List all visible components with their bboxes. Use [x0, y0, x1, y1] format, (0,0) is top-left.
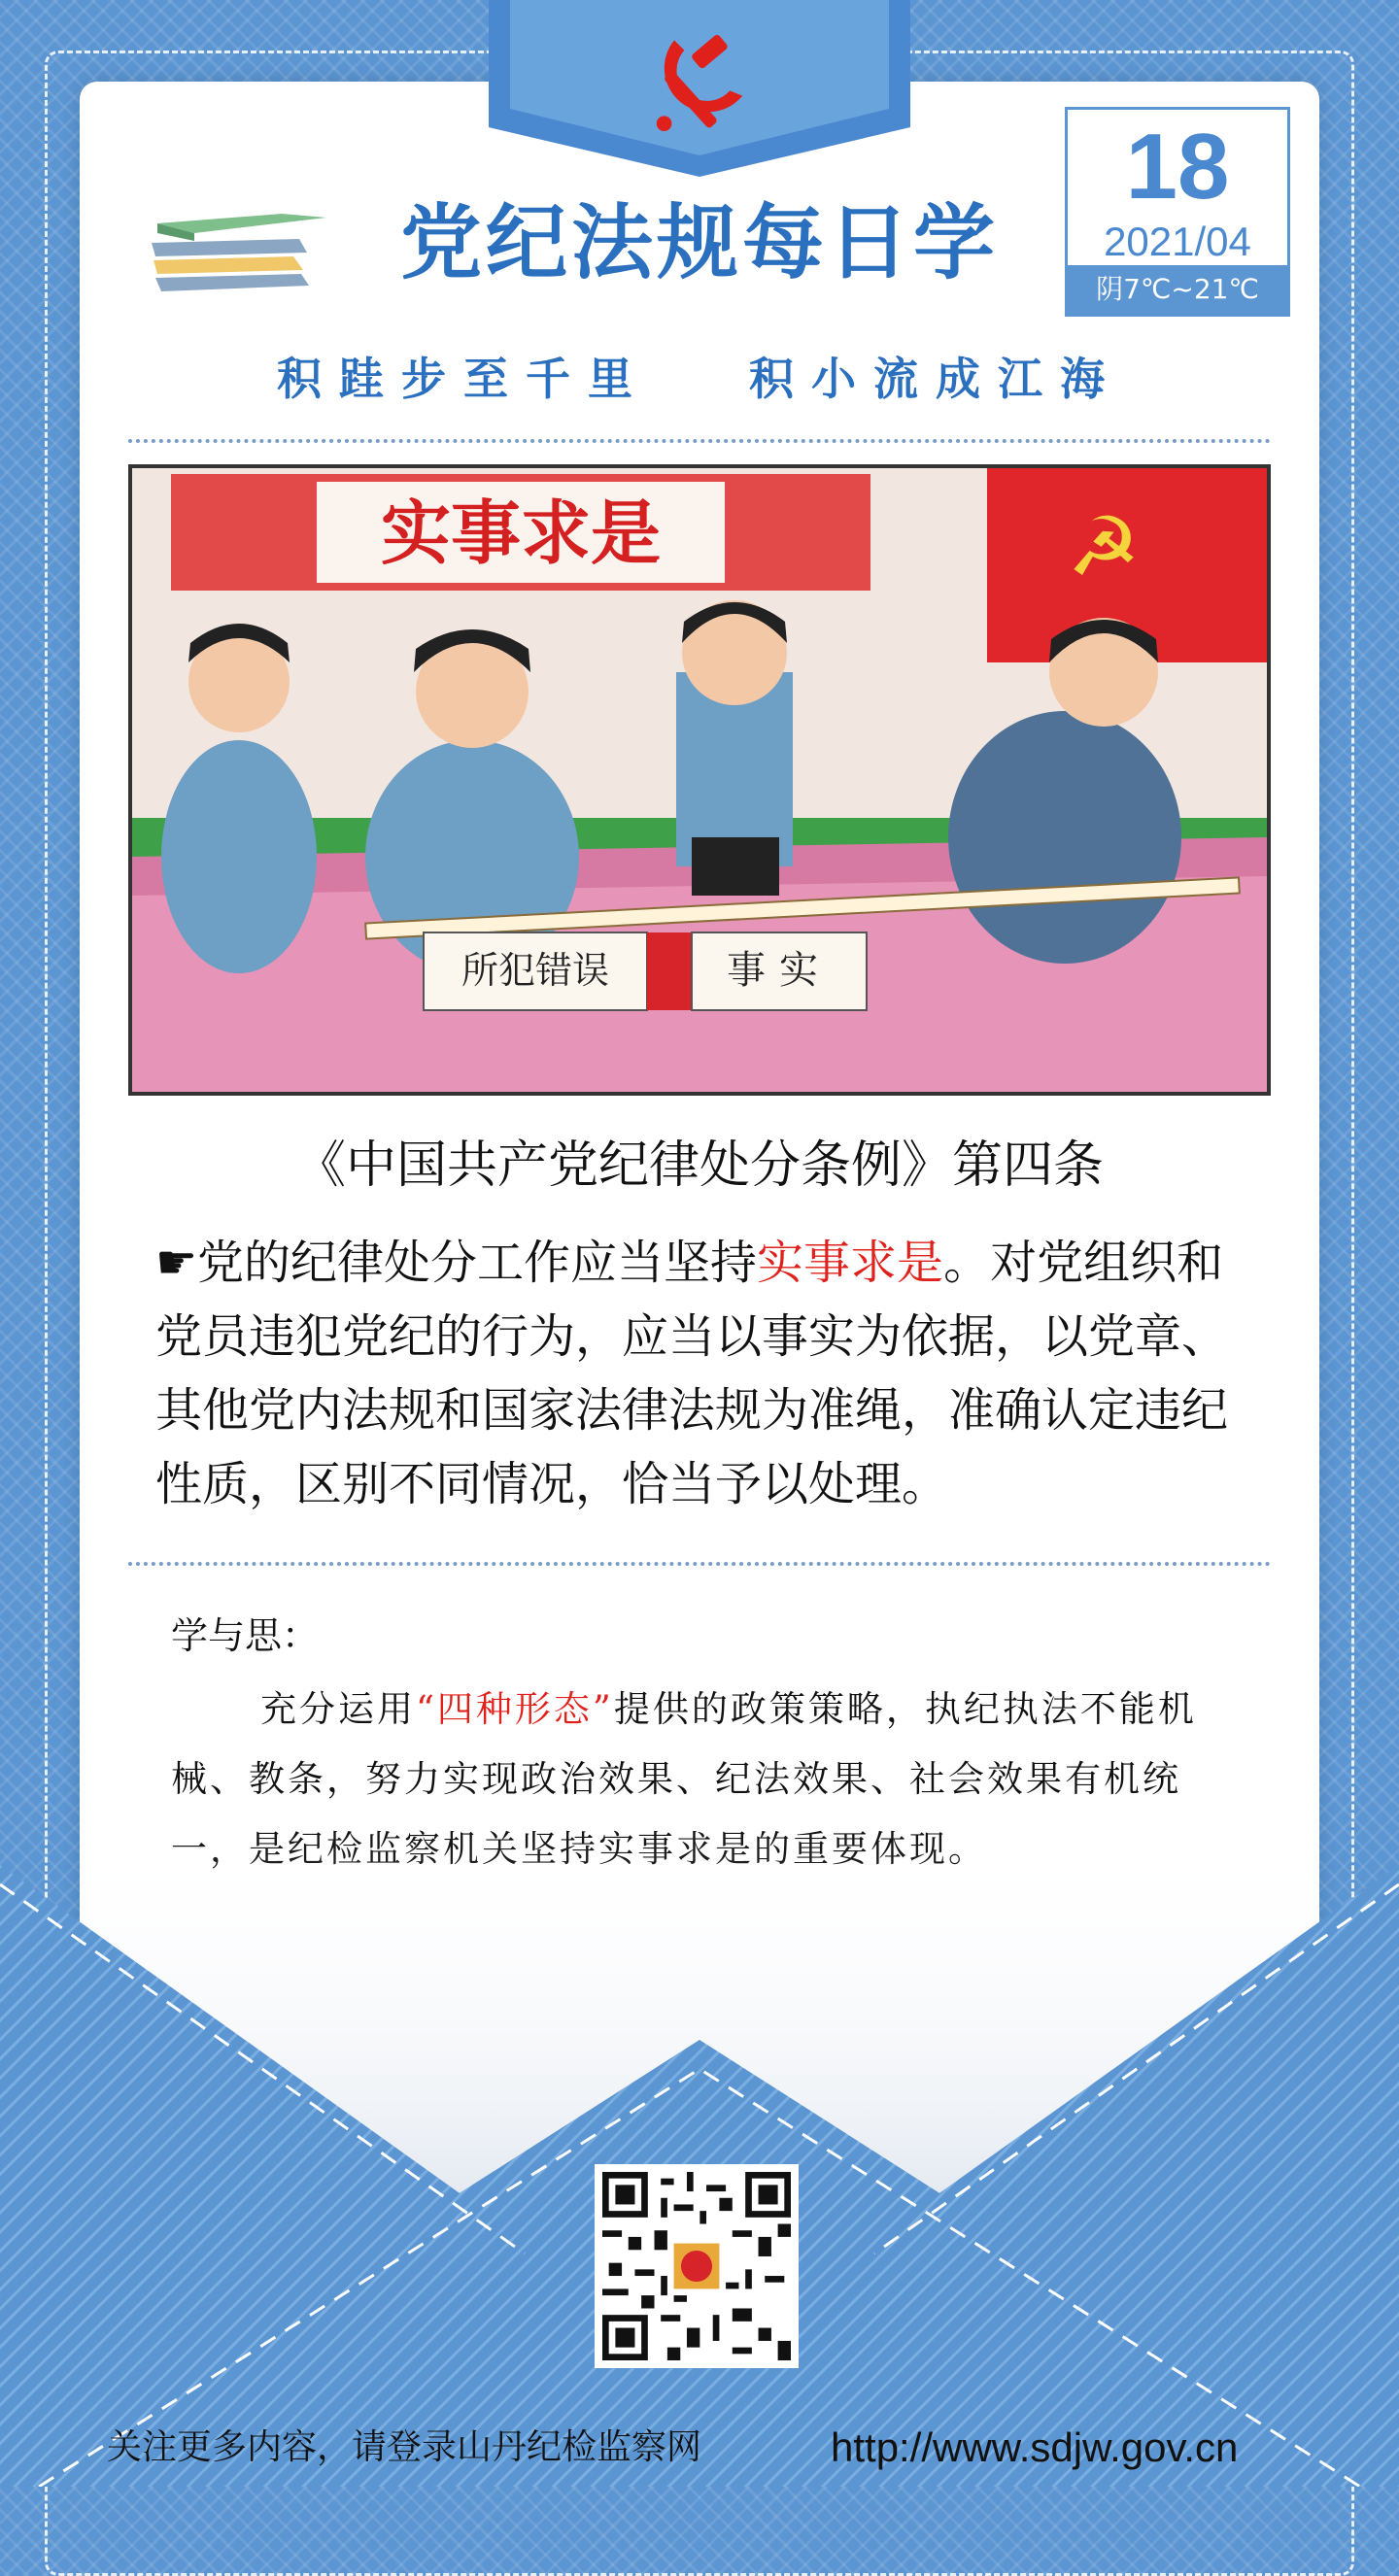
cartoon-drawing: [132, 468, 1267, 1092]
reflection-lead: 充分运用: [260, 1688, 416, 1730]
article-lead: 党的纪律处分工作应当坚持: [197, 1236, 758, 1290]
qr-code-icon: [602, 2172, 791, 2360]
date-year-month: 2021/04: [1104, 219, 1251, 264]
page-title: 党纪法规每日学: [399, 194, 999, 290]
date-card: [1065, 107, 1290, 317]
article-body: [155, 1226, 1253, 1521]
cartoon-illustration: [128, 464, 1271, 1096]
reflection-label: 学与思：: [171, 1614, 320, 1657]
error-card-text: 所犯错误: [461, 949, 610, 992]
article-highlight: 实事求是: [757, 1236, 944, 1290]
date-day: 18: [1125, 115, 1230, 219]
dotted-divider-bottom: [128, 1562, 1271, 1566]
reflection-highlight: “四种形态”: [416, 1688, 614, 1730]
footer-text: 关注更多内容，请登录山丹纪检监察网: [107, 2427, 702, 2467]
weather-label: 阴7℃~21℃: [1068, 265, 1287, 314]
qr-code[interactable]: [595, 2164, 799, 2368]
hammer-and-sickle-icon: [636, 17, 763, 144]
dotted-divider-top: [128, 439, 1271, 443]
article-title: 《中国共产党纪律处分条例》第四条: [294, 1136, 1104, 1195]
fact-card-text: 事实: [727, 948, 832, 993]
banner-text: 实事求是: [380, 491, 662, 574]
slogan: 积跬步至千里 积小流成江海: [276, 353, 1123, 405]
pointing-hand-icon: ☛: [155, 1236, 198, 1290]
footer-url-link[interactable]: http://www.sdjw.gov.cn: [831, 2424, 1239, 2470]
flag-emblem-icon: ☭: [1067, 499, 1141, 594]
reflection-rest: 提供的政策策略，执纪执法不能机械、教条，努力实现政治效果、纪法效果、社会效果有机统: [171, 1688, 1197, 1800]
stack-of-books-icon: [136, 185, 330, 301]
article-rest: 。对党组织和党员违犯党纪的行为，应当以事实为依据，以党章、其他党内法规和国家法律法规为准绳，准确认定违纪性质，区别不同情况，恰当予以处理。: [155, 1236, 1229, 1511]
envelope-bottom: [0, 1826, 1399, 2487]
